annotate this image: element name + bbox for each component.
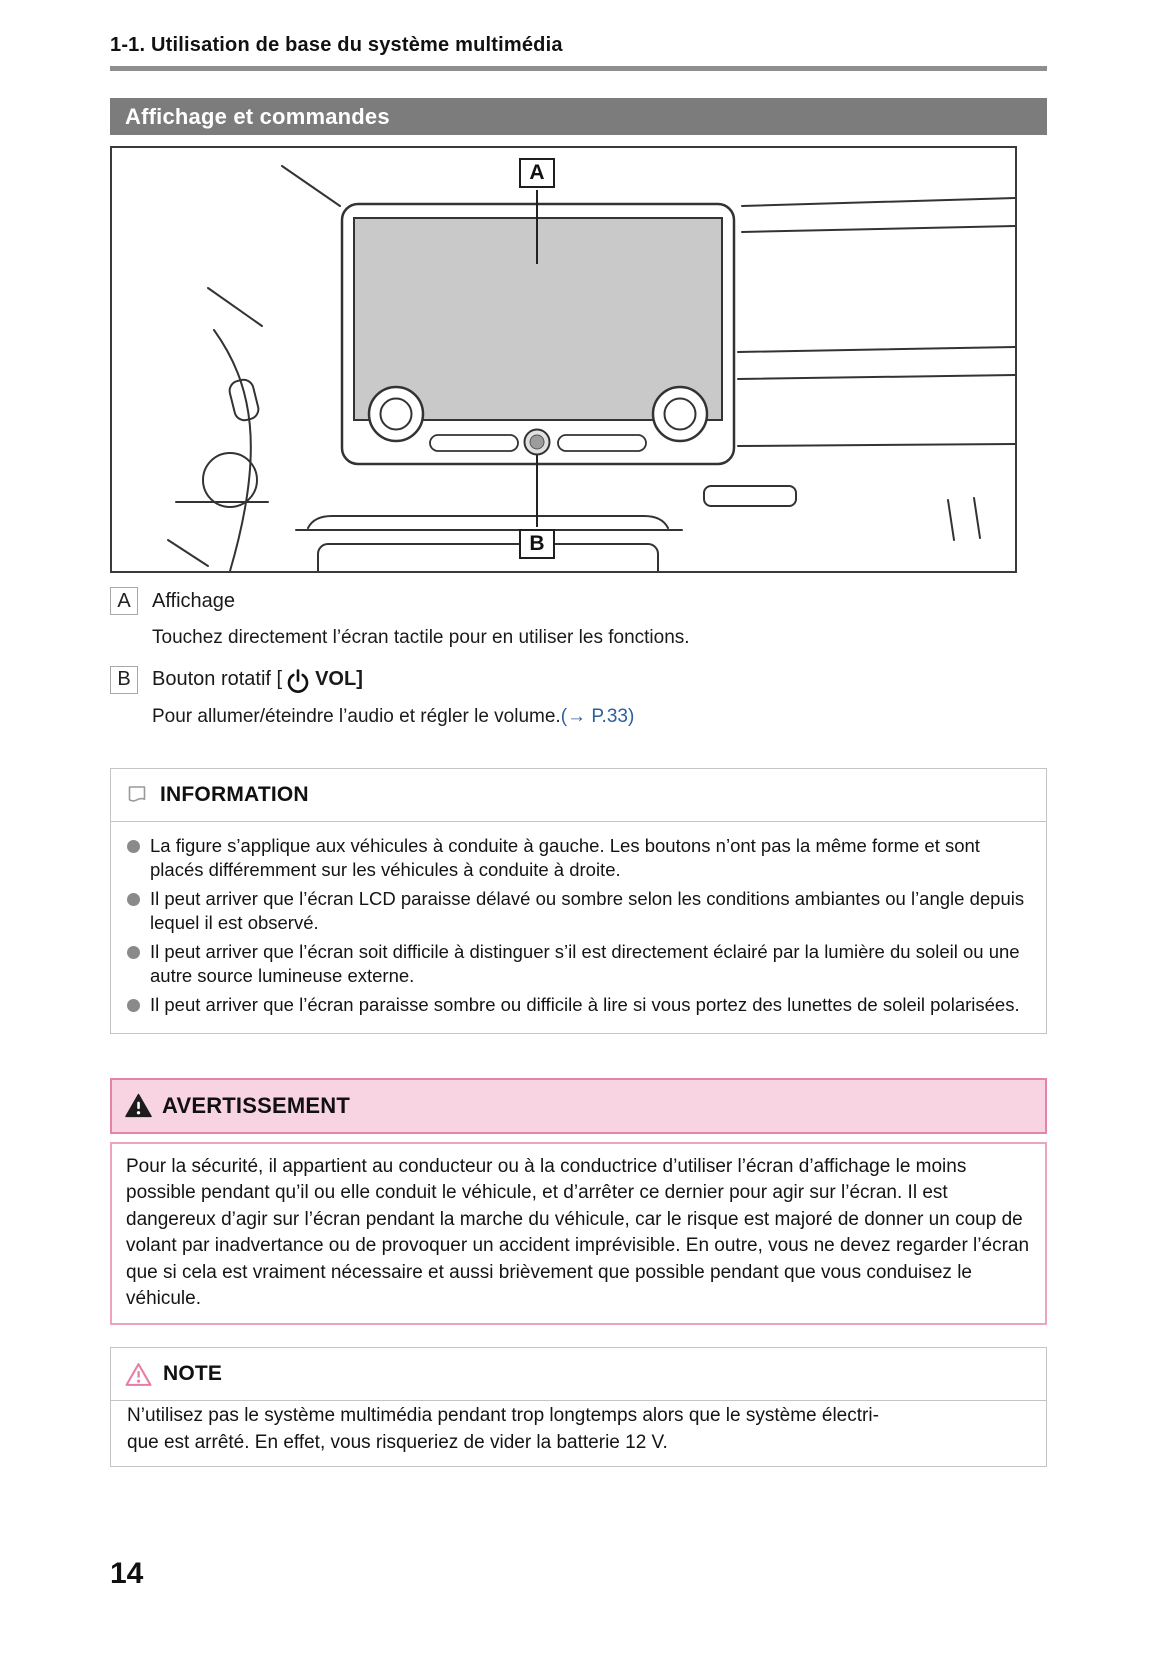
note-header bbox=[110, 1347, 1047, 1401]
information-body bbox=[110, 822, 1047, 1033]
legend-title-a: Affichage bbox=[152, 589, 236, 612]
note-body-line: N’utilisez pas le système multimédia pendant trop longtemps alors que le système électri- bbox=[127, 1405, 879, 1427]
bullet-icon bbox=[127, 893, 140, 906]
header-rule bbox=[110, 66, 1047, 71]
note-triangle-icon bbox=[125, 1362, 152, 1387]
breadcrumb: 1-1. Utilisation de base du système multimédia bbox=[110, 34, 563, 56]
bullet-icon bbox=[127, 840, 140, 853]
legend-title-b bbox=[152, 667, 363, 693]
right-knob bbox=[653, 387, 707, 441]
legend-title-b-suffix: ] bbox=[356, 668, 363, 691]
warning-body: Pour la sécurité, il appartient au conducteur ou à la conductrice d’utiliser l’écran d’affichage le moins possible pendant qu’il ou elle conduit le véhicule, et d’arrêter ce dernier pour agir sur l’écran. Il est dangereux d’agir sur l’écran pendant la marche du véhicule, car le risque est majoré de donner un coup de volant par inadvertance ou de provoquer un accident imprévisible. En outre, vous ne devez regarder l’écran que si cela est vraiment nécessaire et aussi brièvement que possible pendant que vous conduisez le véhicule. bbox=[110, 1142, 1047, 1326]
dashboard-line-art bbox=[112, 148, 1015, 571]
legend-title-b-bold: VOL bbox=[315, 668, 357, 691]
power-icon bbox=[286, 668, 310, 694]
legend-item-b bbox=[110, 666, 1047, 694]
bullet-icon bbox=[127, 999, 140, 1012]
section-title-banner bbox=[110, 98, 1047, 135]
legend-description-a: Touchez directement l’écran tactile pour en utiliser les fonctions. bbox=[152, 627, 690, 648]
legend-key-b: B bbox=[110, 666, 138, 694]
right-slot bbox=[558, 435, 646, 451]
note-title: NOTE bbox=[163, 1362, 223, 1386]
bullet-icon bbox=[127, 946, 140, 959]
list-item: La figure s’applique aux véhicules à conduite à gauche. Les boutons n’ont pas la même forme et sont placés différemment sur les véhicules à conduite à droite. bbox=[127, 834, 1030, 882]
warning-section bbox=[110, 1078, 1047, 1326]
left-knob bbox=[369, 387, 423, 441]
information-section bbox=[110, 768, 1047, 1033]
left-slot bbox=[430, 435, 518, 451]
page-number: 14 bbox=[110, 1557, 144, 1591]
section-title: Affichage et commandes bbox=[125, 103, 390, 129]
note-section bbox=[110, 1347, 1047, 1467]
list-item: Il peut arriver que l’écran LCD paraisse délavé ou sombre selon les conditions ambiantes ou l’angle depuis lequel il est observé. bbox=[127, 887, 1030, 935]
information-header bbox=[110, 768, 1047, 822]
list-item: Il peut arriver que l’écran paraisse sombre ou difficile à lire si vous portez des lunettes de soleil polarisées. bbox=[127, 993, 1030, 1017]
note-body bbox=[110, 1401, 1047, 1467]
legend-title-b-prefix: Bouton rotatif [ bbox=[152, 668, 283, 691]
dashboard-figure bbox=[110, 146, 1017, 573]
volume-knob bbox=[525, 430, 550, 455]
book-icon bbox=[125, 783, 149, 807]
warning-title: AVERTISSEMENT bbox=[162, 1092, 350, 1118]
warning-triangle-icon bbox=[125, 1093, 152, 1118]
warning-header bbox=[110, 1078, 1047, 1134]
legend-key-a: A bbox=[110, 587, 138, 615]
note-body-line: que est arrêté. En effet, vous risqueriez de vider la batterie 12 V. bbox=[127, 1431, 668, 1453]
list-item: Il peut arriver que l’écran soit difficile à distinguer s’il est directement éclairé par la lumière du soleil ou une autre source lumineuse externe. bbox=[127, 940, 1030, 988]
legend-item-a bbox=[110, 587, 1047, 615]
figure-callout-b: B bbox=[519, 529, 555, 559]
information-title: INFORMATION bbox=[160, 783, 309, 807]
figure-callout-a: A bbox=[519, 158, 555, 188]
legend-description-b: Pour allumer/éteindre l’audio et régler le volume.(→ P.33) bbox=[152, 705, 635, 727]
page-reference-link[interactable]: (→ P.33) bbox=[560, 705, 635, 727]
